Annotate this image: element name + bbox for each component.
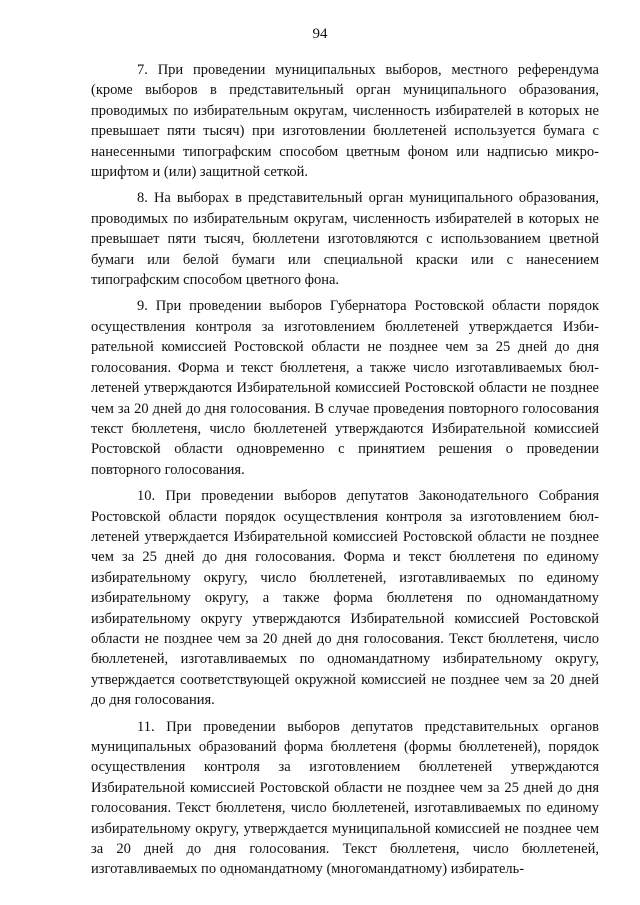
paragraph-11: 11. При проведении выборов депутатов представительных органов муниципальных образований форма бюллетеня (формы бюллетеней), порядок осуществления контроля за изготовлением бюллетеней утверждаются Избирательной комиссией Ростовской области не позднее чем за 25 дней до дня голосования. Текст бюллетеня, число бюллетеней, изготавливаемых по единому избирательному округу, утверждается муниципальной комиссией не позднее чем за 20 дней до дня голосования. Текст бюллетеня, число бюллетеней, изготавливаемых по одномандатному (многомандатному) избиратель- — [91, 718, 599, 878]
document-body — [91, 60, 599, 886]
paragraph-7: 7. При проведении муниципальных выборов, местного референдума (кроме выборов в представительный орган муниципального образования, проводимых по избирательным округам, численность избирателей в которых не превышает пяти тысяч) при изготовлении бюллетеней используется бумага с нанесенными типографским способом цветным фоном или надписью микрошрифтом и (или) защитной сеткой. — [91, 62, 599, 181]
page-number: 94 — [312, 26, 328, 42]
paragraph-8: 8. На выборах в представительный орган муниципального образования, проводимых по избирательным округам, численность избирателей в которых не превышает пяти тысяч, бюллетени изготовляются с использованием цветной бумаги или белой бумаги или специальной краски или с нанесением типографским способом цветного фона. — [91, 190, 599, 289]
paragraph-9: 9. При проведении выборов Губернатора Ростовской области порядок осуществления контроля за изготовлением бюллетеней утверждается Избирательной комиссией Ростовской области не позднее чем за 25 дней до дня голосования. Форма и текст бюллетеня, а также число изготавливаемых бюллетеней утверждаются Избирательной комиссией Ростовской области не позднее чем за 20 дней до дня голосования. В случае проведения повторного голосования текст бюллетеня, число бюллетеней утверждаются Избирательной комиссией Ростовской области одновременно с принятием решения о проведении повторного голосования. — [91, 298, 599, 478]
paragraph-10: 10. При проведении выборов депутатов Законодательного Собрания Ростовской области порядок осуществления контроля за изготовлением бюллетеней утверждается Избирательной комиссией Ростовской области не позднее чем за 25 дней до дня голосования. Форма и текст бюллетеня по единому избирательному округу, число бюллетеней, изготавливаемых по единому избирательному округу, а также форма бюллетеня по одномандатному избирательному округу утверждаются Избирательной комиссией Ростовской области не позднее чем за 20 дней до дня голосования. Текст бюллетеня, число бюллетеней, изготавливаемых по одномандатному избирательному округу, утверждается соответствующей окружной комиссией не позднее чем за 20 дней до дня голосования. — [91, 488, 599, 709]
